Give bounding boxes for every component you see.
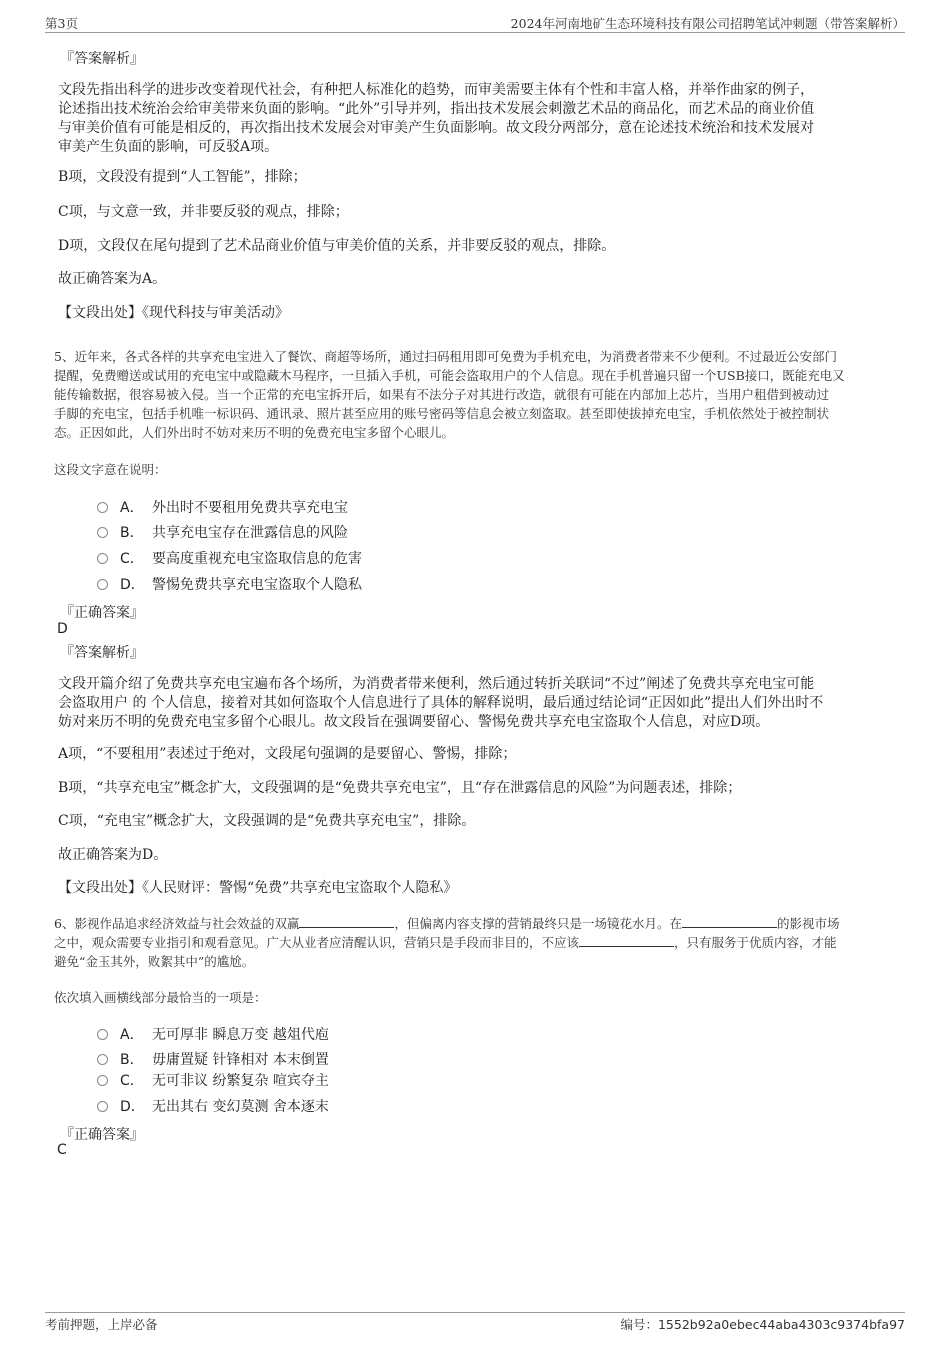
radio-icon[interactable] [97,527,108,538]
q5-stem-line: 能传输数据，很容易被入侵。当一个正常的充电宝拆开后，如果有不法分子对其进行改造，就很有可能在内部加上芯片，当用户租借到被动过 [54,387,830,402]
q5-analysis [58,675,823,732]
option-key: B． [120,1052,144,1068]
q4-option-c-analysis: C项，与文意一致，并非要反驳的观点，排除； [58,204,349,220]
option-text: 无出其右 变幻莫测 舍本逐末 [152,1099,329,1115]
option-text: 毋庸置疑 针锋相对 本末倒置 [152,1052,329,1068]
q4-analysis [58,81,814,157]
q5-analysis-line: 妨对来历不明的免费充电宝多留个心眼儿。故文段旨在强调要留心、警惕免费共享充电宝盗取个人信息，对应D项。 [58,714,770,730]
footer-slogan: 考前押题，上岸必备 [45,1317,158,1332]
q5-question: 这段文字意在说明： [54,462,167,477]
option-key: C． [120,551,144,567]
q6-option-a[interactable] [97,1024,329,1044]
q5-answer-label: 『正确答案』 [60,605,144,621]
fill-blank-3 [579,936,674,947]
q5-option-b-analysis: B项，“共享充电宝”概念扩大，文段强调的是“免费共享充电宝”，且“存在泄露信息的风险”为问题表述，排除； [58,780,742,796]
radio-icon[interactable] [97,1029,108,1040]
option-text: 共享充电宝存在泄露信息的风险 [152,525,348,541]
radio-icon[interactable] [97,1054,108,1065]
q4-analysis-line: 审美产生负面的影响，可反驳A项。 [58,139,279,155]
q5-option-a-analysis: A项，“不要租用”表述过于绝对，文段尾句强调的是要留心、警惕，排除； [58,746,517,762]
page-header [45,8,905,33]
q5-option-c[interactable] [97,548,362,568]
q6-question: 依次填入画横线部分最恰当的一项是： [54,990,267,1005]
q4-conclusion: 故正确答案为A。 [58,271,167,287]
option-key: A． [120,1027,144,1043]
q6-answer-label: 『正确答案』 [60,1127,144,1143]
radio-icon[interactable] [97,553,108,564]
q4-analysis-line: 文段先指出科学的进步改变着现代社会，有种把人标准化的趋势，而审美需要主体有个性和丰富人格，并举作曲家的例子， [58,82,814,98]
q6-stem [54,914,840,971]
q5-option-c-analysis: C项，“充电宝”概念扩大，文段强调的是“免费共享充电宝”，排除。 [58,813,476,829]
option-text: 警惕免费共享充电宝盗取个人隐私 [152,577,362,593]
q6-option-b[interactable] [97,1049,329,1069]
fill-blank-2 [682,917,777,928]
q5-conclusion: 故正确答案为D。 [58,847,168,863]
option-key: B． [120,525,144,541]
radio-icon[interactable] [97,502,108,513]
q4-analysis-line: 与审美价值有可能是相反的，再次指出技术发展会对审美产生负面影响。故文段分两部分，意在论述技术统治和技术发展对 [58,120,814,136]
q5-option-d[interactable] [97,574,362,594]
q5-option-a[interactable] [97,497,348,517]
q5-stem-line: 态。正因如此，人们外出时不妨对来历不明的免费充电宝多留个心眼儿。 [54,425,455,440]
q6-answer: C [57,1142,67,1158]
q6-stem-text: ，只有服务于优质内容，才能 [674,935,837,950]
option-key: D． [120,577,145,593]
q5-stem-line: 5、近年来，各式各样的共享充电宝进入了餐饮、商超等场所，通过扫码租用即可免费为手机充电，为消费者带来不少便利。不过最近公安部门 [54,349,837,364]
radio-icon[interactable] [97,1075,108,1086]
q6-stem-text: ，但偏离内容支撑的营销最终只是一场镜花水月。在 [394,916,682,931]
q6-stem-line: 避免“金玉其外，败絮其中”的尴尬。 [54,954,255,969]
page-footer [45,1312,905,1343]
q6-option-d[interactable] [97,1096,329,1116]
q4-analysis-label: 『答案解析』 [60,51,144,67]
q5-analysis-label: 『答案解析』 [60,645,144,661]
q6-stem-text: 的影视市场 [776,916,840,931]
option-key: A． [120,500,144,516]
q4-analysis-line: 论述指出技术统治会给审美带来负面的影响。“此外”引导并列，指出技术发展会刺激艺术品的商品化，而艺术品的商业价值 [58,101,815,117]
radio-icon[interactable] [97,1101,108,1112]
option-text: 外出时不要租用免费共享充电宝 [152,500,348,516]
option-text: 无可非议 纷繁复杂 喧宾夺主 [152,1073,329,1089]
q6-stem-line [54,933,840,952]
q5-stem-line: 手脚的充电宝，包括手机唯一标识码、通讯录、照片甚至应用的账号密码等信息会被立刻盗取。甚至即使拔掉充电宝，手机依然处于被控制状 [54,406,830,421]
option-text: 要高度重视充电宝盗取信息的危害 [152,551,362,567]
q6-stem-text: 6、影视作品追求经济效益与社会效益的双赢 [54,916,300,931]
q5-answer: D [57,621,68,637]
page-number: 第3页 [45,16,78,31]
radio-icon[interactable] [97,579,108,590]
q5-analysis-line: 会盗取用户 的 个人信息，接着对其如何盗取个人信息进行了具体的解释说明，最后通过结论词“正因如此”提出人们外出时不 [58,695,824,711]
q5-stem-line: 提醒，免费赠送或试用的充电宝中或隐藏木马程序，一旦插入手机，可能会盗取用户的个人信息。现在手机普遍只留一个USB接口，既能充电又 [54,368,845,383]
q4-option-b-analysis: B项，文段没有提到“人工智能”，排除； [58,169,307,185]
q6-stem-text: 之中，观众需要专业指引和观看意见。广大从业者应清醒认识，营销只是手段而非目的，不应该 [54,935,580,950]
q5-analysis-line: 文段开篇介绍了免费共享充电宝遍布各个场所，为消费者带来便利，然后通过转折关联词“不过”阐述了免费共享充电宝可能 [58,676,815,692]
q4-source: 【文段出处】《现代科技与审美活动》 [58,305,289,321]
q5-option-b[interactable] [97,522,348,542]
q5-source: 【文段出处】《人民财评：警惕“免费”共享充电宝盗取个人隐私》 [58,880,458,896]
document-id: 编号：1552b92a0ebec44aba4303c9374bfa97 [620,1317,905,1332]
q6-stem-line [54,914,840,933]
option-key: C． [120,1073,144,1089]
option-text: 无可厚非 瞬息万变 越俎代庖 [152,1027,329,1043]
q5-stem [54,347,845,442]
option-key: D． [120,1099,145,1115]
fill-blank-1 [299,917,394,928]
q4-option-d-analysis: D项，文段仅在尾句提到了艺术品商业价值与审美价值的关系，并非要反驳的观点，排除。 [58,238,616,254]
document-title: 2024年河南地矿生态环境科技有限公司招聘笔试冲刺题（带答案解析） [510,16,905,31]
q6-option-c[interactable] [97,1070,329,1090]
